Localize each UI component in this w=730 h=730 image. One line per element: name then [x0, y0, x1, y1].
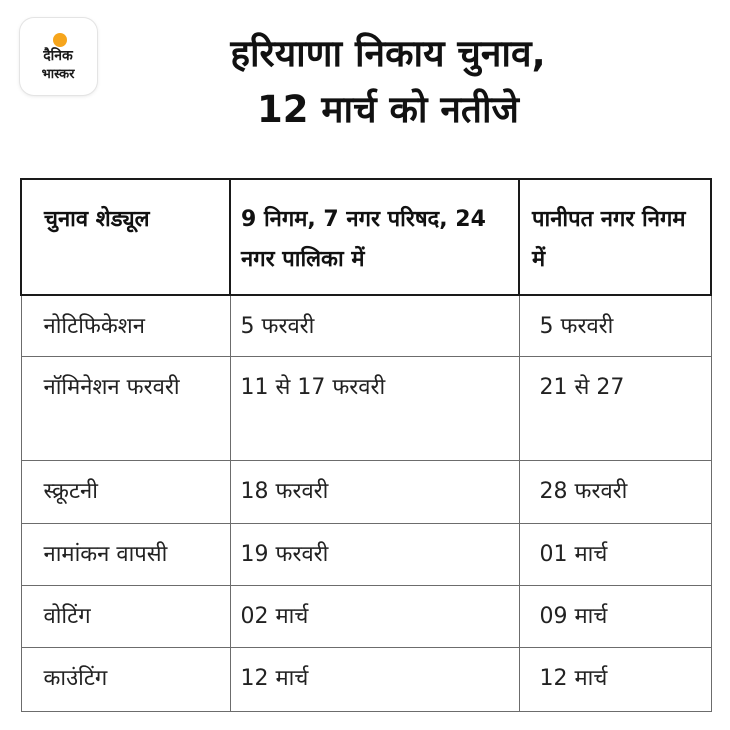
table-row [21, 356, 711, 460]
table-row [21, 460, 711, 523]
title-line2: 12 मार्च को नतीजे [257, 88, 519, 131]
header-schedule: चुनाव शेड्यूल [21, 179, 230, 295]
row-date-panipat: 09 मार्च [519, 585, 711, 647]
election-schedule-table [20, 178, 712, 712]
row-date-general: 19 फरवरी [230, 523, 519, 585]
logo-sun-icon [53, 33, 67, 47]
row-date-general: 18 फरवरी [230, 460, 519, 523]
table-row [21, 295, 711, 356]
table-header-row [21, 179, 711, 295]
table-row [21, 523, 711, 585]
row-label: वोटिंग [21, 585, 230, 647]
row-date-general: 02 मार्च [230, 585, 519, 647]
row-date-panipat: 28 फरवरी [519, 460, 711, 523]
row-date-general: 12 मार्च [230, 647, 519, 711]
logo-line2: भास्कर [41, 67, 75, 82]
dainik-bhaskar-logo [20, 18, 97, 95]
table-row [21, 585, 711, 647]
logo-emblem [20, 18, 97, 95]
row-date-panipat: 01 मार्च [519, 523, 711, 585]
row-date-general: 11 से 17 फरवरी [230, 356, 519, 460]
row-date-panipat: 21 से 27 [519, 356, 711, 460]
title-line1: हरियाणा निकाय चुनाव, [230, 32, 546, 75]
row-label: नॉमिनेशन फरवरी [21, 356, 230, 460]
row-label: नोटिफिकेशन [21, 295, 230, 356]
row-date-general: 5 फरवरी [230, 295, 519, 356]
header-corporations: 9 निगम, 7 नगर परिषद, 24 नगर पालिका में [230, 179, 519, 295]
logo-line1: दैनिक [43, 48, 73, 64]
row-date-panipat: 12 मार्च [519, 647, 711, 711]
row-date-panipat: 5 फरवरी [519, 295, 711, 356]
row-label: नामांकन वापसी [21, 523, 230, 585]
row-label: स्क्रूटनी [21, 460, 230, 523]
table-row [21, 647, 711, 711]
page-title [108, 26, 668, 138]
row-label: काउंटिंग [21, 647, 230, 711]
header-panipat: पानीपत नगर निगम में [519, 179, 711, 295]
